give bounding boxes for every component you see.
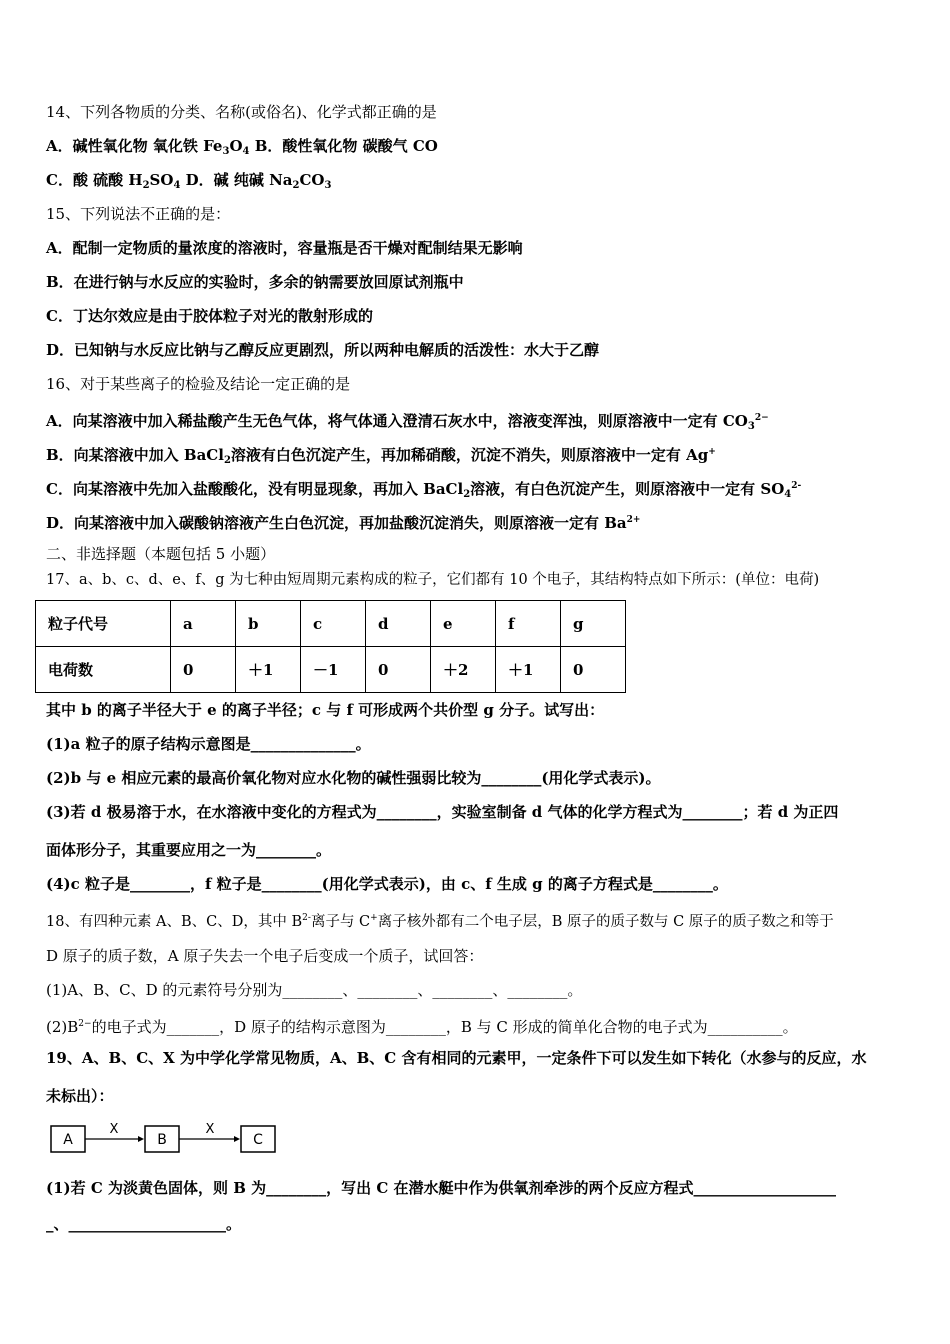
arrow-1-label: X <box>109 1122 119 1137</box>
q17-stem: 17、a、b、c、d、e、f、g 为七种由短周期元素构成的粒子，它们都有 10 个电子，其结构特点如下所示：(单位：电荷) <box>46 572 820 588</box>
node-b-label: B <box>157 1132 167 1148</box>
table-cell: －1 <box>301 647 366 693</box>
q15-stem: 15、下列说法不正确的是： <box>46 205 231 223</box>
q17-part-3a: (3)若 d 极易溶于水，在水溶液中变化的方程式为________，实验室制备 d 气体的化学方程式为________；若 d 为正四 <box>46 803 839 821</box>
q15-option-b: B．在进行钠与水反应的实验时，多余的钠需要放回原试剂瓶中 <box>46 273 464 291</box>
q18-stem-line1: 18、有四种元素 A、B、C、D，其中 $B^{2-}$离子与 C+离子核外都有二个电子层，B 原子的质子数与 C 原子的质子数之和等于 <box>46 913 834 930</box>
table-cell: ＋1 <box>496 647 561 693</box>
q19-stem-line1: 19、A、B、C、X 为中学化学常见物质，A、B、C 含有相同的元素甲，一定条件下可以发生如下转化（水参与的反应，水 <box>46 1049 867 1067</box>
table-cell: 0 <box>366 647 431 693</box>
charge-table <box>35 600 626 693</box>
arrow-1-head <box>138 1136 144 1142</box>
q16-option-d: D．向某溶液中加入碳酸钠溶液产生白色沉淀，再加盐酸沉淀消失，则原溶液一定有 $Ba^{2+}$ <box>46 514 641 532</box>
table-cell: d <box>366 601 431 647</box>
table-cell: a <box>171 601 236 647</box>
q17-part-1: (1)a 粒子的原子结构示意图是______________。 <box>46 735 371 753</box>
q15-option-a: A．配制一定物质的量浓度的溶液时，容量瓶是否干燥对配制结果无影响 <box>46 239 523 257</box>
node-c-label: C <box>253 1132 263 1148</box>
q14-options-cd: C．酸 硫酸 $H_2SO_4$ D．碱 纯碱 $Na_2CO_3$ <box>46 171 332 191</box>
q17-part-4: (4)c 粒子是________，f 粒子是________(用化学式表示)，由 c、f 生成 g 的离子方程式是________。 <box>46 875 728 893</box>
arrow-2-label: X <box>205 1122 215 1137</box>
q16-option-b: B．向某溶液中加入 BaCl$_2$溶液有白色沉淀产生，再加稀硝酸，沉淀不消失，则原溶液中一定有 Ag+ <box>46 446 716 466</box>
table-header-row <box>36 601 626 647</box>
q16-option-c: C．向某溶液中先加入盐酸酸化，没有明显现象，再加入 BaCl$_2$溶液，有白色沉淀产生，则原溶液中一定有 $SO_4^{2-}$ <box>46 480 802 500</box>
table-cell: ＋2 <box>431 647 496 693</box>
q18-part-2: $(2)B^{2-}$的电子式为_______，D 原子的结构示意图为________，B 与 C 形成的简单化合物的电子式为__________。 <box>46 1018 798 1036</box>
table-cell: e <box>431 601 496 647</box>
q15-option-c: C．丁达尔效应是由于胶体粒子对光的散射形成的 <box>46 307 373 325</box>
q19-part-1a: (1)若 C 为淡黄色固体，则 B 为________，写出 C 在潜水艇中作为供氧剂牵涉的两个反应方程式___________________ <box>46 1179 837 1197</box>
table-cell: ＋1 <box>236 647 301 693</box>
q17-part-3b: 面体形分子，其重要应用之一为________。 <box>46 841 332 859</box>
table-row <box>36 647 626 693</box>
q18-stem-line2: D 原子的质子数，A 原子失去一个电子后变成一个质子，试回答： <box>46 947 484 965</box>
conversion-diagram <box>50 1118 290 1160</box>
q19-part-1b: _、_____________________。 <box>46 1215 242 1233</box>
q16-stem: 16、对于某些离子的检验及结论一定正确的是 <box>46 375 351 393</box>
table-cell: f <box>496 601 561 647</box>
table-cell: c <box>301 601 366 647</box>
section-heading: 二、非选择题（本题包括 5 小题） <box>46 545 276 563</box>
table-cell: 0 <box>561 647 626 693</box>
table-cell: b <box>236 601 301 647</box>
node-a-label: A <box>63 1132 73 1148</box>
q17-note: 其中 b 的离子半径大于 e 的离子半径；c 与 f 可形成两个共价型 g 分子。试写出： <box>46 701 605 719</box>
arrow-2-head <box>234 1136 240 1142</box>
table-cell: 0 <box>171 647 236 693</box>
q14-options-ab: A．碱性氧化物 氧化铁 $Fe_3O_4$ B．酸性氧化物 碳酸气 CO <box>46 137 438 157</box>
table-cell: g <box>561 601 626 647</box>
table-cell: 粒子代号 <box>36 601 171 647</box>
q18-part-1: (1)A、B、C、D 的元素符号分别为________、________、________、________。 <box>46 981 583 999</box>
q14-stem: 14、下列各物质的分类、名称(或俗名)、化学式都正确的是 <box>46 103 437 121</box>
q16-option-a: A．向某溶液中加入稀盐酸产生无色气体，将气体通入澄清石灰水中，溶液变浑浊，则原溶液中一定有 $CO_3^{2-}$ <box>46 412 769 432</box>
q15-option-d: D．已知钠与水反应比钠与乙醇反应更剧烈，所以两种电解质的活泼性：水大于乙醇 <box>46 341 600 359</box>
table-cell: 电荷数 <box>36 647 171 693</box>
q17-part-2: (2)b 与 e 相应元素的最高价氧化物对应水化物的碱性强弱比较为________(用化学式表示)。 <box>46 769 661 787</box>
q19-stem-line2: 未标出）： <box>46 1087 114 1105</box>
